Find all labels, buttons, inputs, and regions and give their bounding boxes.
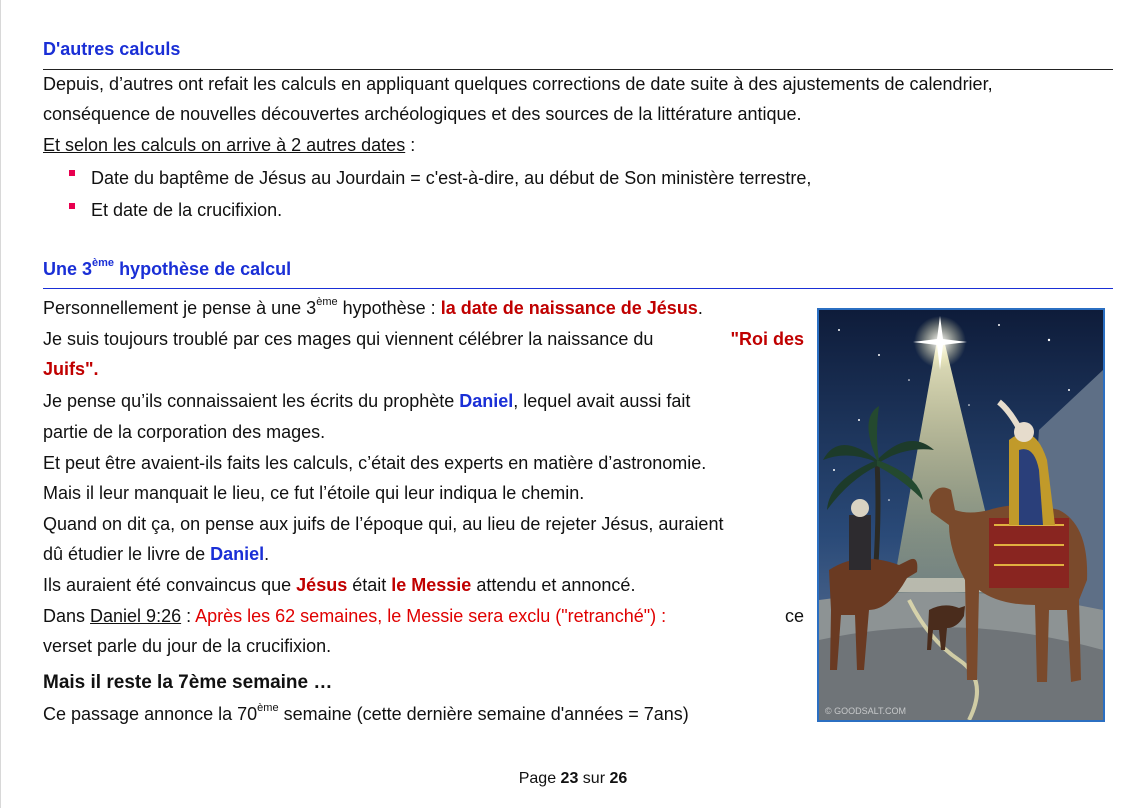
paragraph-line: Et selon les calculs on arrive à 2 autres dates : [43,135,416,155]
emphasis-red: la date de naissance de Jésus [440,298,698,318]
bullet-marker [69,203,75,209]
page-footer: Page 23 sur 26 [518,770,628,787]
page-left-edge [0,0,1,808]
paragraph-line: Dans Daniel 9:26 : Après les 62 semaines, le Messie sera exclu ("retranché") : ce [43,606,804,626]
emphasis-red: Juifs". [43,359,99,379]
magi-star-illustration [817,308,1105,722]
nativity-scene-image [819,310,1103,720]
paragraph-line: conséquence de nouvelles découvertes archéologiques et des sources de la littérature antique. [43,104,802,124]
paragraph-line: Je suis toujours troublé par ces mages qui viennent célébrer la naissance du "Roi des [43,329,804,349]
emphasis-red: Jésus [296,575,348,595]
emphasis-red: le Messie [391,575,472,595]
paragraph-line: partie de la corporation des mages. [43,422,326,442]
paragraph-line: Ce passage annonce la 70ème semaine (cette dernière semaine d'années = 7ans) [43,702,689,724]
watermark: © GOODSALT.COM [825,706,906,716]
section-heading-hypothese: Une 3ème hypothèse de calcul [43,257,292,279]
paragraph-line: Je pense qu’ils connaissaient les écrits du prophète Daniel, lequel avait aussi fait [43,391,691,411]
scripture-reference: Daniel 9:26 [90,606,182,626]
underlined-text: Et selon les calculs on arrive à 2 autres dates [43,135,406,155]
section-divider [43,288,1113,289]
emphasis-red: "Roi des [730,329,804,349]
emphasis-blue: Daniel [459,391,514,411]
bullet-marker [69,170,75,176]
scripture-quote: Après les 62 semaines, le Messie sera exclu ("retranché") : [195,606,667,626]
paragraph-line [43,358,99,380]
bullet-item: Et date de la crucifixion. [91,200,283,220]
paragraph-line: dû étudier le livre de Daniel. [43,544,270,564]
total-pages: 26 [609,770,628,787]
paragraph-line: Mais il leur manquait le lieu, ce fut l’étoile qui leur indiqua le chemin. [43,483,585,503]
sub-heading: Mais il reste la 7ème semaine … [43,672,333,693]
paragraph-line: Et peut être avaient-ils faits les calculs, c’était des experts en matière d’astronomie. [43,453,707,473]
paragraph-line: verset parle du jour de la crucifixion. [43,636,332,656]
paragraph-line: Ils auraient été convaincus que Jésus était le Messie attendu et annoncé. [43,575,636,595]
current-page-number: 23 [560,770,579,787]
emphasis-blue: Daniel [210,544,265,564]
bullet-item: Date du baptême de Jésus au Jourdain = c'est-à-dire, au début de Son ministère terrestre, [91,168,812,188]
paragraph-line: Quand on dit ça, on pense aux juifs de l’époque qui, au lieu de rejeter Jésus, auraient [43,514,724,534]
section-divider [43,69,1113,70]
section-heading-autres-calculs: D'autres calculs [43,39,181,59]
paragraph-line: Depuis, d’autres ont refait les calculs en appliquant quelques corrections de date suite à des ajustements de calendrier, [43,74,993,94]
paragraph-line: Personnellement je pense à une 3ème hypothèse : la date de naissance de Jésus. [43,296,703,318]
